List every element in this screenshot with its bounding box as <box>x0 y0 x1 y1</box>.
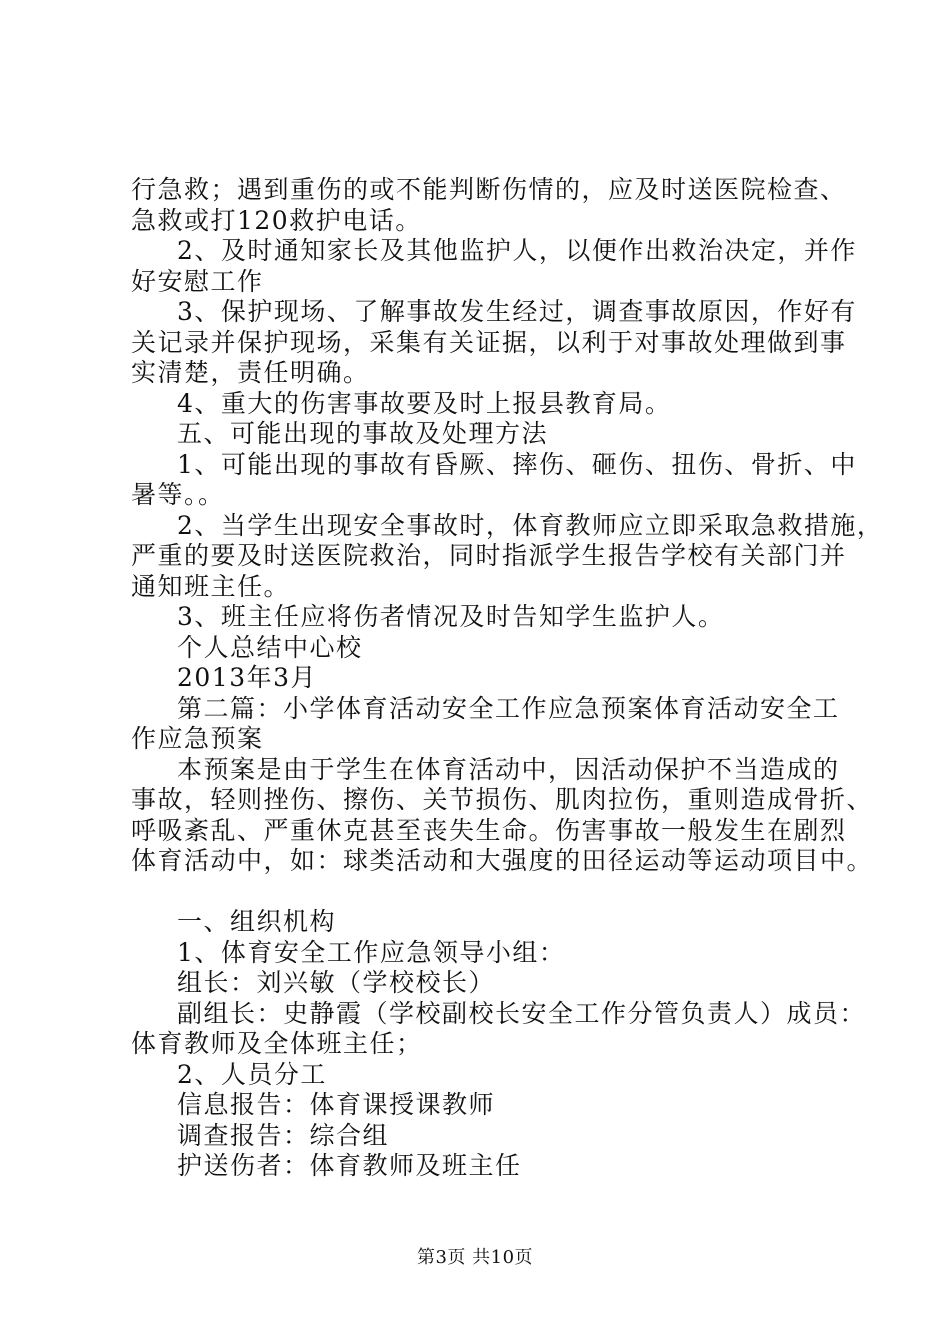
text-line: 呼吸紊乱、严重休克甚至丧失生命。伤害事故一般发生在剧烈 <box>131 815 847 845</box>
text-line: 实清楚，责任明确。 <box>131 358 370 387</box>
section-title: 作应急预案 <box>131 724 264 753</box>
text-line: 信息报告：体育课授课教师 <box>177 1090 496 1119</box>
text-line: 好安慰工作 <box>131 266 264 296</box>
text-line: 2、人员分工 <box>177 1059 327 1089</box>
text-line: 2、及时通知家长及其他监护人，以便作出救治决定，并作 <box>177 236 857 265</box>
text-line: 关记录并保护现场，采集有关证据，以利于对事故处理做到事 <box>131 327 847 357</box>
text-line: 急救或打120救护电话。 <box>131 205 422 235</box>
text-line: 3、保护现场、了解事故发生经过，调查事故原因，作好有 <box>177 297 857 326</box>
page-number-footer: 第3页 共10页 <box>416 1247 534 1268</box>
section-heading: 五、可能出现的事故及处理方法 <box>177 419 549 448</box>
text-line: 3、班主任应将伤者情况及时告知学生监护人。 <box>177 602 725 631</box>
text-line: 调查报告：综合组 <box>177 1120 390 1150</box>
text-line: 事故，轻则挫伤、擦伤、关节损伤、肌肉拉伤，重则造成骨折、 <box>131 785 874 814</box>
text-line: 1、体育安全工作应急领导小组： <box>177 937 566 967</box>
section-title: 第二篇：小学体育活动安全工作应急预案体育活动安全工 <box>177 693 840 723</box>
text-line: 通知班主任。 <box>131 571 291 601</box>
text-line: 暑等。。 <box>131 480 225 509</box>
document-body <box>131 175 884 1182</box>
date-line: 2013年3月 <box>177 663 318 692</box>
text-line: 1、可能出现的事故有昏厥、摔伤、砸伤、扭伤、骨折、中 <box>177 449 857 479</box>
text-line: 4、重大的伤害事故要及时上报县教育局。 <box>177 388 672 418</box>
text-line: 2、当学生出现安全事故时，体育教师应立即采取急救措施， <box>177 510 884 540</box>
blank-line <box>131 877 853 908</box>
text-line: 护送伤者：体育教师及班主任 <box>177 1151 522 1180</box>
text-line: 严重的要及时送医院救治，同时指派学生报告学校有关部门并 <box>131 541 847 570</box>
text-line: 体育教师及全体班主任； <box>131 1029 423 1058</box>
text-line: 副组长：史静霞（学校副校长安全工作分管负责人）成员： <box>177 998 867 1028</box>
text-line: 行急救；遇到重伤的或不能判断伤情的，应及时送医院检查、 <box>131 175 847 204</box>
text-line: 体育活动中，如：球类活动和大强度的田径运动等运动项目中。 <box>131 846 874 875</box>
text-line: 组长：刘兴敏（学校校长） <box>177 968 496 997</box>
text-line: 本预案是由于学生在体育活动中，因活动保护不当造成的 <box>177 754 840 784</box>
section-heading: 一、组织机构 <box>177 907 337 936</box>
signature-line: 个人总结中心校 <box>177 632 363 662</box>
